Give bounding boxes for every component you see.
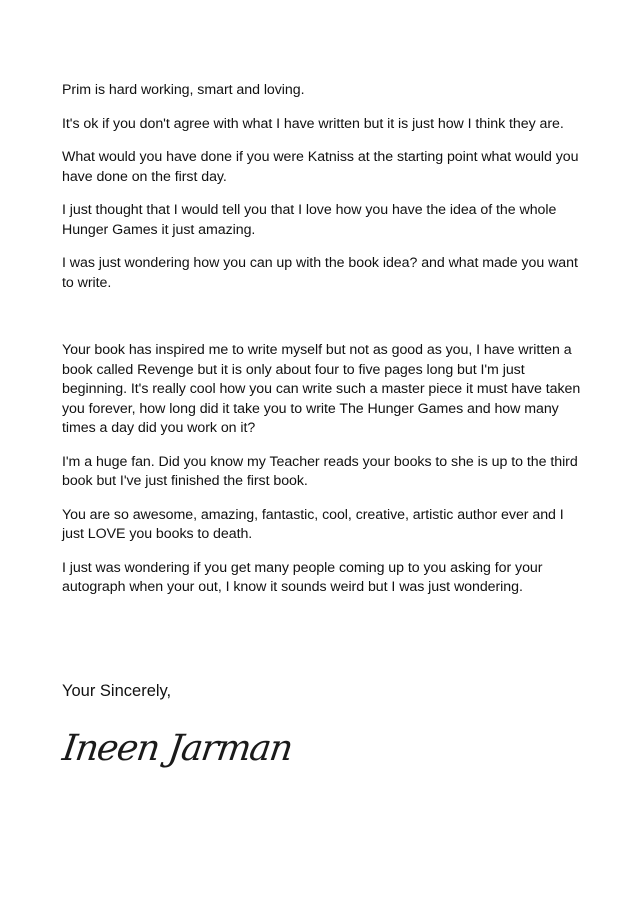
paragraph-agree: It's ok if you don't agree with what I have written but it is just how I think they are.	[62, 115, 564, 132]
paragraph-prim: Prim is hard working, smart and loving.	[62, 82, 305, 98]
signature: Ineen Jarman	[60, 728, 295, 769]
letter-body	[62, 81, 582, 612]
paragraph-hunger-games-idea: I just thought that I would tell you that I love how you have the idea of the whole Hunger Games it just amazing.	[62, 202, 557, 238]
closing-line: Your Sincerely,	[62, 682, 172, 700]
paragraph-autograph: I just was wondering if you get many people coming up to you asking for your autograph when your out, I know it sounds weird but I was just wondering.	[62, 559, 543, 595]
paragraph-book-idea-question: I was just wondering how you can up with the book idea? and what made you want to write.	[62, 255, 578, 291]
paragraph-inspired: Your book has inspired me to write myself but not as good as you, I have written a book called Revenge but it is only about four to five pages long but I'm just beginning. It's really cool how you can write such a master piece it must have taken you forever, how long did it take you to write The Hunger Games and how many times a day did you work on it?	[62, 342, 581, 436]
paragraph-awesome: You are so awesome, amazing, fantastic, cool, creative, artistic author ever and I just LOVE you books to death.	[62, 506, 564, 542]
paragraph-katniss: What would you have done if you were Katniss at the starting point what would you have done on the first day.	[62, 149, 579, 185]
paragraph-huge-fan: I'm a huge fan. Did you know my Teacher reads your books to she is up to the third book but I've just finished the first book.	[62, 453, 578, 489]
paragraph-gap	[62, 307, 582, 341]
